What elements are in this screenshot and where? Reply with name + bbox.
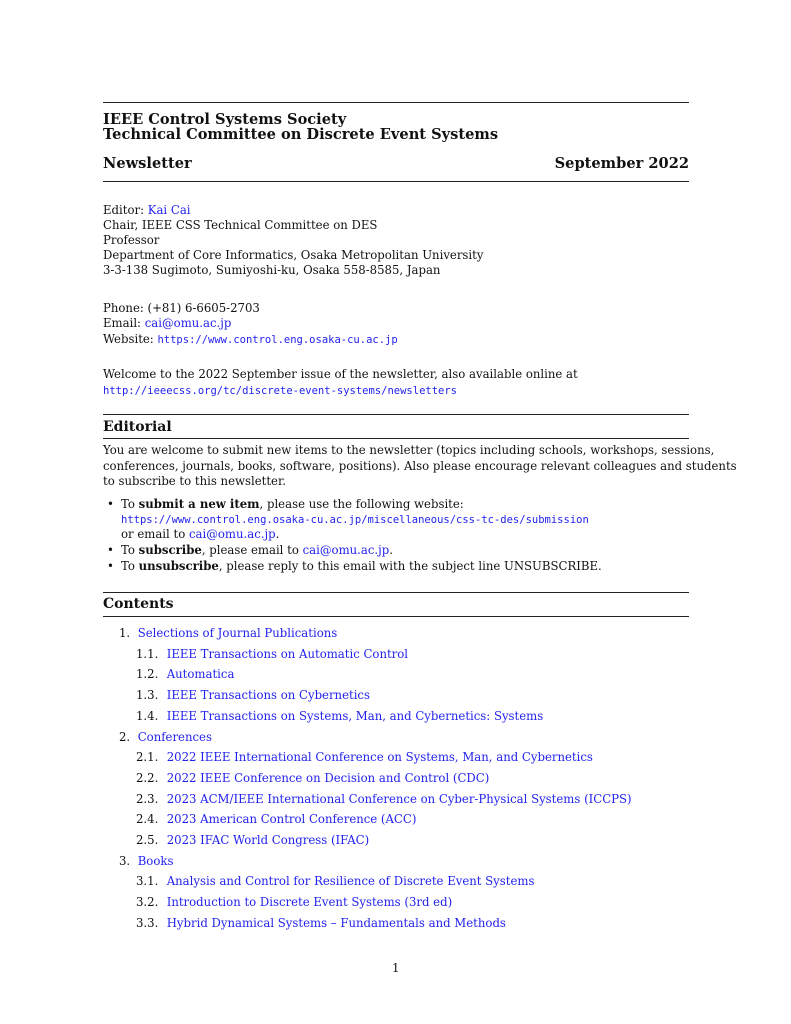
- editorial-heading: Editorial: [103, 419, 172, 435]
- toc-item-link[interactable]: Selections of Journal Publications: [137, 626, 338, 640]
- website-link[interactable]: https://www.control.eng.osaka-cu.ac.jp: [157, 334, 398, 346]
- website-line: [103, 332, 398, 348]
- toc-item-number: 2.2.: [136, 770, 159, 785]
- bullet-dot-icon: •: [107, 559, 114, 573]
- toc-item-link[interactable]: IEEE Transactions on Automatic Control: [166, 646, 409, 661]
- newsletter-label: Newsletter: [103, 155, 192, 172]
- toc-item-number: 2.1.: [136, 750, 159, 765]
- email-line: [103, 316, 231, 331]
- toc-item[interactable]: [136, 895, 452, 909]
- toc-item-link[interactable]: 2022 IEEE Conference on Decision and Control (CDC): [166, 770, 490, 785]
- toc-item[interactable]: [136, 688, 370, 702]
- toc-item[interactable]: [136, 667, 234, 681]
- bullet-submit: [107, 497, 464, 512]
- bullet-dot-icon: •: [107, 543, 114, 557]
- contents-heading: Contents: [103, 596, 174, 612]
- header-top-rule: [103, 102, 689, 103]
- society-title: IEEE Control Systems Society: [103, 111, 347, 128]
- committee-title: Technical Committee on Discrete Event Systems: [103, 126, 499, 143]
- toc-item-number: 2.3.: [136, 791, 159, 806]
- welcome-url-line: [103, 383, 457, 399]
- contents-bottom-rule: [103, 616, 689, 617]
- toc-item-number: 1.1.: [136, 646, 159, 661]
- toc-item-link[interactable]: 2023 ACM/IEEE International Conference on Cyber-Physical Systems (ICCPS): [166, 791, 632, 806]
- editorial-paragraph-line-2: conferences, journals, books, software, positions). Also please encourage relevant colleagues and students: [103, 459, 737, 473]
- bullet-dot-icon: •: [107, 497, 114, 511]
- toc-item[interactable]: [136, 792, 632, 806]
- bullet-bold-text: subscribe: [138, 543, 202, 557]
- bullet-bold-text: submit a new item: [138, 497, 260, 511]
- website-label: Website:: [103, 332, 154, 346]
- newsletter-archive-link[interactable]: http://ieeecss.org/tc/discrete-event-systems/newsletters: [103, 385, 458, 397]
- editorial-bottom-rule: [103, 438, 689, 439]
- toc-item-link[interactable]: Analysis and Control for Resilience of Discrete Event Systems: [166, 874, 535, 889]
- toc-item-link[interactable]: Hybrid Dynamical Systems – Fundamentals and Methods: [166, 915, 506, 930]
- bullet-text: , please use the following website:: [259, 497, 464, 511]
- bullet-unsubscribe: [107, 559, 602, 574]
- bullet-bold-text: unsubscribe: [138, 559, 219, 573]
- toc-item[interactable]: [119, 854, 173, 868]
- toc-item[interactable]: [136, 750, 593, 764]
- toc-item-number: 1.4.: [136, 708, 159, 723]
- toc-item-link[interactable]: IEEE Transactions on Cybernetics: [166, 688, 370, 703]
- toc-item-number: 2.4.: [136, 812, 159, 827]
- toc-item-link[interactable]: 2023 IFAC World Congress (IFAC): [166, 833, 370, 847]
- toc-item-number: 3.: [119, 853, 131, 868]
- toc-item-number: 3.1.: [136, 874, 159, 889]
- toc-item-number: 2.5.: [136, 833, 159, 847]
- editorial-top-rule: [103, 414, 689, 415]
- editor-label: Editor:: [103, 203, 145, 217]
- toc-item-number: 2.: [119, 729, 131, 744]
- email-link[interactable]: cai@omu.ac.jp: [144, 316, 232, 330]
- editor-affiliation-3: Department of Core Informatics, Osaka Metropolitan University: [103, 248, 484, 262]
- issue-date: September 2022: [554, 155, 689, 172]
- toc-item-link[interactable]: Introduction to Discrete Event Systems (3rd ed): [166, 895, 453, 910]
- toc-item-link[interactable]: 2023 American Control Conference (ACC): [166, 812, 417, 827]
- toc-item-number: 3.2.: [136, 895, 159, 910]
- toc-item[interactable]: [136, 647, 408, 661]
- toc-item-link[interactable]: 2022 IEEE International Conference on Systems, Man, and Cybernetics: [166, 750, 593, 765]
- toc-item[interactable]: [136, 812, 416, 826]
- email-label: Email:: [103, 316, 141, 330]
- editor-line: [103, 203, 191, 218]
- phone-line: Phone: (+81) 6-6605-2703: [103, 301, 260, 315]
- bullet-submit-url-line: [121, 512, 589, 528]
- toc-item-link[interactable]: Books: [137, 853, 174, 868]
- toc-item[interactable]: [136, 709, 543, 723]
- toc-item-number: 3.3.: [136, 915, 159, 930]
- page-number: 1: [392, 961, 400, 975]
- toc-item[interactable]: [119, 730, 212, 744]
- toc-item[interactable]: [119, 626, 337, 640]
- submission-link[interactable]: https://www.control.eng.osaka-cu.ac.jp/miscellaneous/css-tc-des/submission: [121, 514, 589, 526]
- editorial-paragraph-line-1: You are welcome to submit new items to the newsletter (topics including schools, workshops, sessions,: [103, 443, 715, 457]
- toc-item-number: 1.3.: [136, 688, 159, 703]
- toc-item-link[interactable]: Automatica: [166, 667, 235, 682]
- bullet-text: or email to: [121, 527, 186, 541]
- toc-item[interactable]: [136, 771, 489, 785]
- toc-item-link[interactable]: IEEE Transactions on Systems, Man, and Cybernetics: Systems: [166, 708, 544, 723]
- bullet-text: To: [121, 559, 135, 573]
- submission-email-link[interactable]: cai@omu.ac.jp: [188, 527, 276, 541]
- editor-address: 3-3-138 Sugimoto, Sumiyoshi-ku, Osaka 558-8585, Japan: [103, 263, 441, 277]
- toc-item-number: 1.: [119, 626, 131, 640]
- bullet-text: , please reply to this email with the subject line UNSUBSCRIBE.: [218, 559, 602, 573]
- toc-item-number: 1.2.: [136, 667, 159, 682]
- toc-item[interactable]: [136, 833, 369, 847]
- bullet-subscribe: • To subscribe, please email to cai@omu.ac.jp.: [107, 543, 393, 557]
- welcome-text: Welcome to the 2022 September issue of the newsletter, also available online at: [103, 367, 578, 381]
- header-bottom-rule: [103, 181, 689, 182]
- editor-affiliation-2: Professor: [103, 233, 160, 247]
- editorial-paragraph-line-3: to subscribe to this newsletter.: [103, 474, 286, 488]
- toc-item[interactable]: [136, 874, 534, 888]
- bullet-submit-email-line: or email to cai@omu.ac.jp.: [121, 527, 280, 541]
- bullet-text: To: [121, 497, 135, 511]
- editor-affiliation-1: Chair, IEEE CSS Technical Committee on DES: [103, 218, 378, 232]
- contents-top-rule: [103, 592, 689, 593]
- editor-name-link[interactable]: Kai Cai: [147, 203, 191, 217]
- bullet-text: , please email to: [201, 543, 299, 557]
- subscribe-email-link[interactable]: cai@omu.ac.jp: [302, 543, 390, 557]
- bullet-text: To: [121, 543, 135, 557]
- toc-item[interactable]: [136, 916, 506, 930]
- toc-item-link[interactable]: Conferences: [137, 729, 212, 744]
